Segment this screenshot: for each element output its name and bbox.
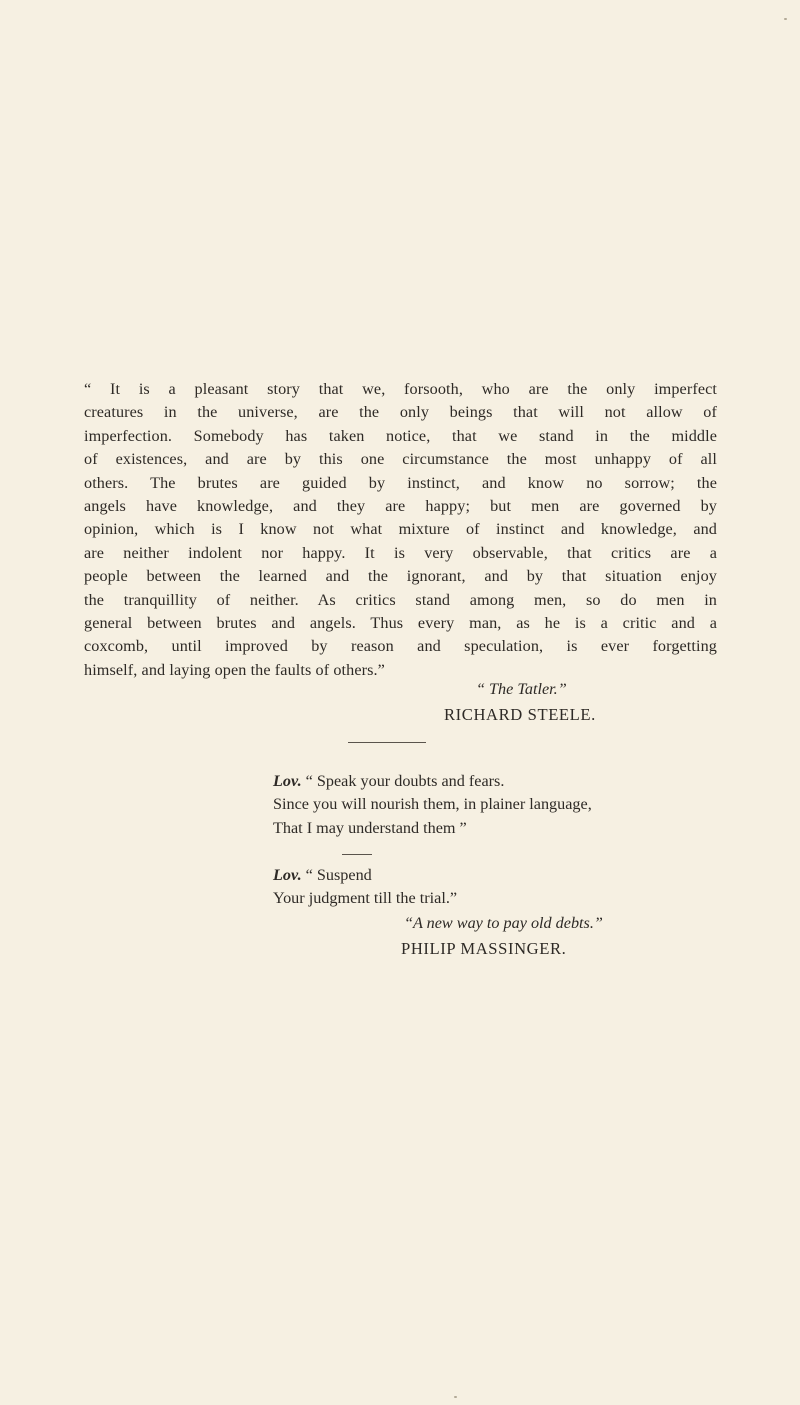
- steele-quotation: [84, 378, 717, 682]
- massinger-author: PHILIP MASSINGER.: [401, 939, 567, 958]
- speaker-label: Lov.: [273, 772, 302, 790]
- steele-author: RICHARD STEELE.: [444, 705, 596, 724]
- quote-line: general between brutes and angels. Thus every man, as he is a critic and a: [84, 614, 717, 633]
- verse-line: That I may understand them ”: [273, 818, 467, 837]
- verse-line: Since you will nourish them, in plainer language,: [273, 795, 592, 814]
- verse-line: “ Suspend: [305, 866, 372, 884]
- section-divider: [348, 742, 426, 743]
- quote-line: people between the learned and the ignorant, and by that situation enjoy: [84, 567, 717, 586]
- quote-line: creatures in the universe, are the only beings that will not allow of: [84, 403, 717, 422]
- quote-line: angels have knowledge, and they are happy; but men are governed by: [84, 497, 717, 516]
- steele-source: “ The Tatler.”: [476, 680, 567, 698]
- quote-line: of existences, and are by this one circumstance the most unhappy of all: [84, 450, 717, 469]
- massinger-source: “A new way to pay old debts.”: [404, 914, 603, 932]
- speech-divider: [342, 854, 372, 855]
- verse-line: Your judgment till the trial.”: [273, 889, 458, 908]
- quote-line: are neither indolent nor happy. It is very observable, that critics are a: [84, 543, 717, 562]
- paper-speck: [454, 1396, 457, 1398]
- quote-line: “ It is a pleasant story that we, forsooth, who are the only imperfect: [84, 380, 717, 398]
- massinger-verse-second: [273, 864, 457, 911]
- quote-line: others. The brutes are guided by instinct, and know no sorrow; the: [84, 473, 717, 492]
- quote-line: himself, and laying open the faults of others.”: [84, 660, 385, 679]
- massinger-verse-first: [273, 770, 592, 840]
- speaker-label: Lov.: [273, 866, 302, 884]
- quote-line: the tranquillity of neither. As critics stand among men, so do men in: [84, 590, 717, 609]
- paper-speck: [784, 18, 787, 20]
- quote-line: opinion, which is I know not what mixture of instinct and knowledge, and: [84, 520, 717, 539]
- quote-line: coxcomb, until improved by reason and speculation, is ever forgetting: [84, 637, 717, 656]
- verse-line: “ Speak your doubts and fears.: [305, 772, 505, 790]
- quote-line: imperfection. Somebody has taken notice, that we stand in the middle: [84, 426, 717, 445]
